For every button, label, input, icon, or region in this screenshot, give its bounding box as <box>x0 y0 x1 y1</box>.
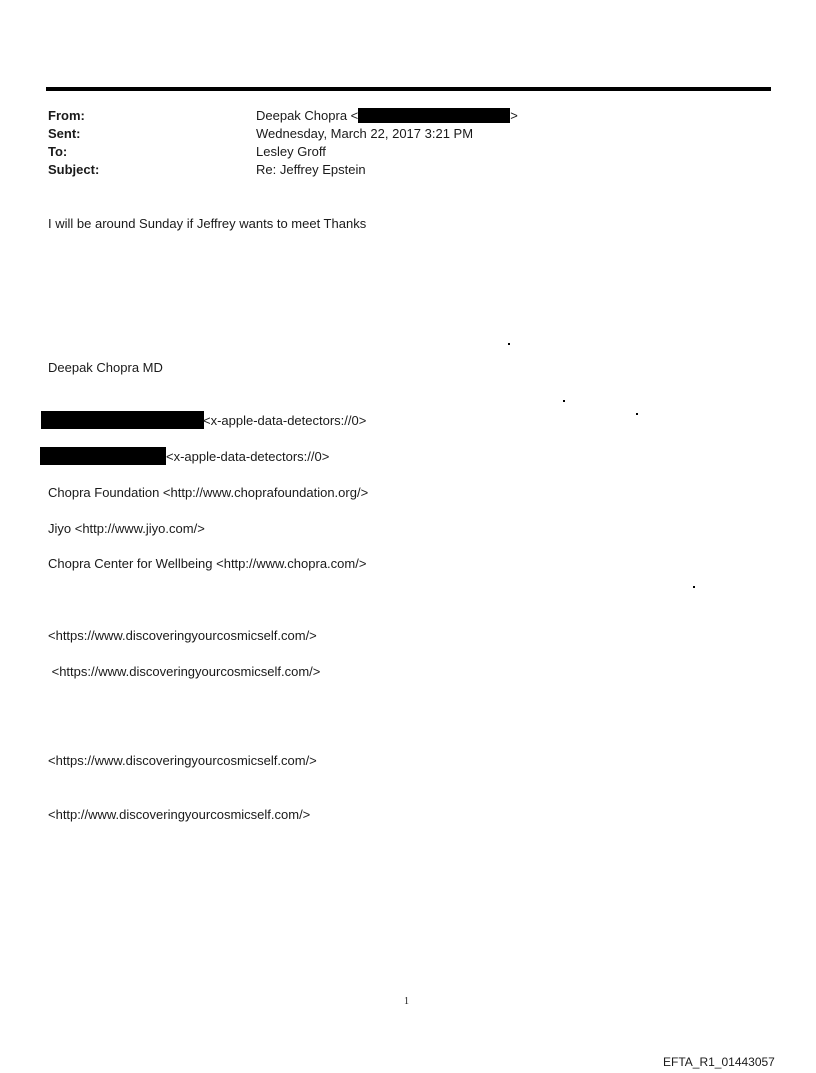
sent-label: Sent: <box>48 126 81 141</box>
from-sender: Deepak Chopra < <box>256 108 359 123</box>
foundation-link: Chopra Foundation <http://www.choprafoundation.org/> <box>48 485 369 500</box>
from-label: From: <box>48 108 85 123</box>
stray-mark <box>636 413 638 415</box>
to-label: To: <box>48 144 68 159</box>
sent-value: Wednesday, March 22, 2017 3:21 PM <box>256 126 474 141</box>
jiyo-link: Jiyo <http://www.jiyo.com/> <box>48 521 205 536</box>
signature-name: Deepak Chopra MD <box>48 360 163 375</box>
stray-mark <box>563 400 565 402</box>
bates-number: EFTA_R1_01443057 <box>663 1055 775 1069</box>
page-number: 1 <box>404 996 409 1007</box>
redaction-email <box>358 108 510 123</box>
cosmic-link-2: <https://www.discoveringyourcosmicself.com/> <box>48 664 321 679</box>
stray-mark <box>508 343 510 345</box>
redaction-block <box>41 411 204 429</box>
detector-link-2: <x-apple-data-detectors://0> <box>166 449 330 464</box>
stray-mark <box>693 586 695 588</box>
cosmic-link-4: <http://www.discoveringyourcosmicself.com/> <box>48 807 311 822</box>
from-bracket: > <box>510 108 518 123</box>
message-text: I will be around Sunday if Jeffrey wants to meet Thanks <box>48 216 367 231</box>
detector-link-1: <x-apple-data-detectors://0> <box>203 413 367 428</box>
subject-value: Re: Jeffrey Epstein <box>256 162 366 177</box>
subject-label: Subject: <box>48 162 100 177</box>
center-link: Chopra Center for Wellbeing <http://www.chopra.com/> <box>48 556 367 571</box>
from-value <box>256 107 518 125</box>
redaction-block <box>40 447 166 465</box>
cosmic-link-3: <https://www.discoveringyourcosmicself.com/> <box>48 753 317 768</box>
header-rule <box>46 87 771 91</box>
cosmic-link-1: <https://www.discoveringyourcosmicself.com/> <box>48 628 317 643</box>
to-value: Lesley Groff <box>256 144 326 159</box>
